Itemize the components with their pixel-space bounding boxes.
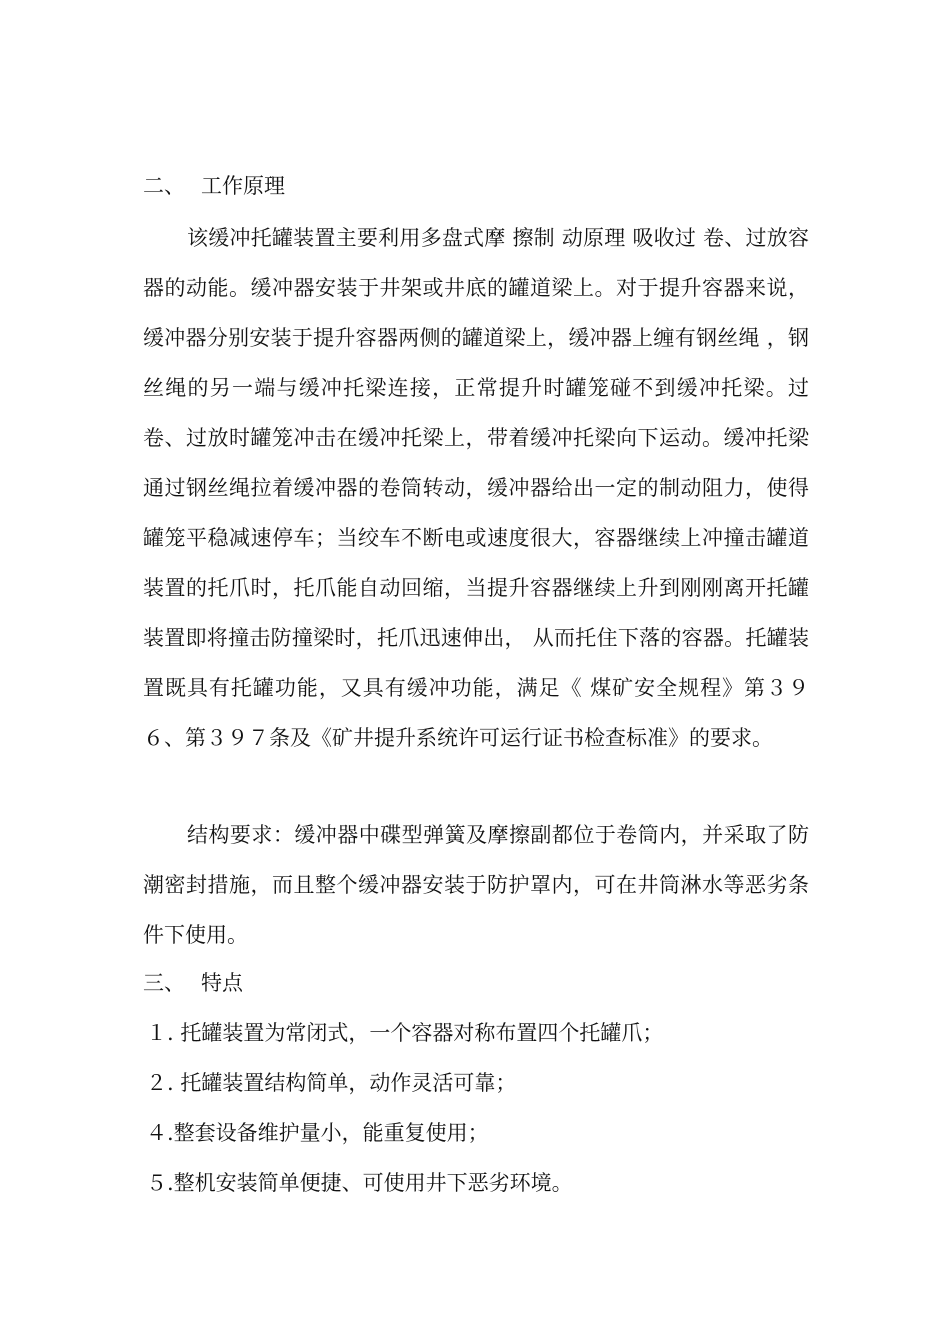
list-item: ２. 托罐装置结构简单，动作灵活可靠；: [146, 1071, 517, 1095]
section-number: 二、: [143, 174, 185, 198]
paragraph-structure-requirements: 结构要求：缓冲器中碟型弹簧及摩擦副都位于卷筒内，并采取了防潮密封措施，而且整个缓冲器安装于防护罩内，可在井筒淋水等恶劣条件下使用。: [143, 823, 809, 947]
section-title: 特点: [201, 971, 243, 995]
section-title: 工作原理: [201, 174, 285, 198]
section-number: 三、: [143, 971, 185, 995]
list-item: １. 托罐装置为常闭式，一个容器对称布置四个托罐爪；: [146, 1021, 664, 1045]
section-heading-2: [143, 171, 285, 201]
section-heading-3: [143, 968, 243, 998]
list-item: ５.整机安装简单便捷、可使用井下恶劣环境。: [146, 1171, 573, 1195]
list-item: ４.整套设备维护量小，能重复使用；: [146, 1121, 489, 1145]
paragraph-working-principle: 该缓冲托罐装置主要利用多盘式摩 擦制 动原理 吸收过 卷、过放容器的动能。缓冲器安装于井架或井底的罐道梁上。对于提升容器来说，缓冲器分别安装于提升容器两侧的罐道梁上，缓冲器上缠有钢丝绳 ，钢丝绳的另一端与缓冲托梁连接，正常提升时罐笼碰不到缓冲托梁。过卷、过放时罐笼冲击在缓冲托梁上，带着缓冲托梁向下运动。缓冲托梁通过钢丝绳拉着缓冲器的卷筒转动，缓冲器给出一定的制动阻力，使得罐笼平稳减速停车；当绞车不断电或速度很大，容器继续上冲撞击罐道装置的托爪时，托爪能自动回缩，当提升容器继续上升到刚刚离开托罐装置即将撞击防撞梁时，托爪迅速伸出， 从而托住下落的容器。托罐装置既具有托罐功能，又具有缓冲功能，满足《 煤矿安全规程》第３９６、第３９７条及《矿井提升系统许可运行证书检查标准》的要求。: [143, 226, 809, 750]
